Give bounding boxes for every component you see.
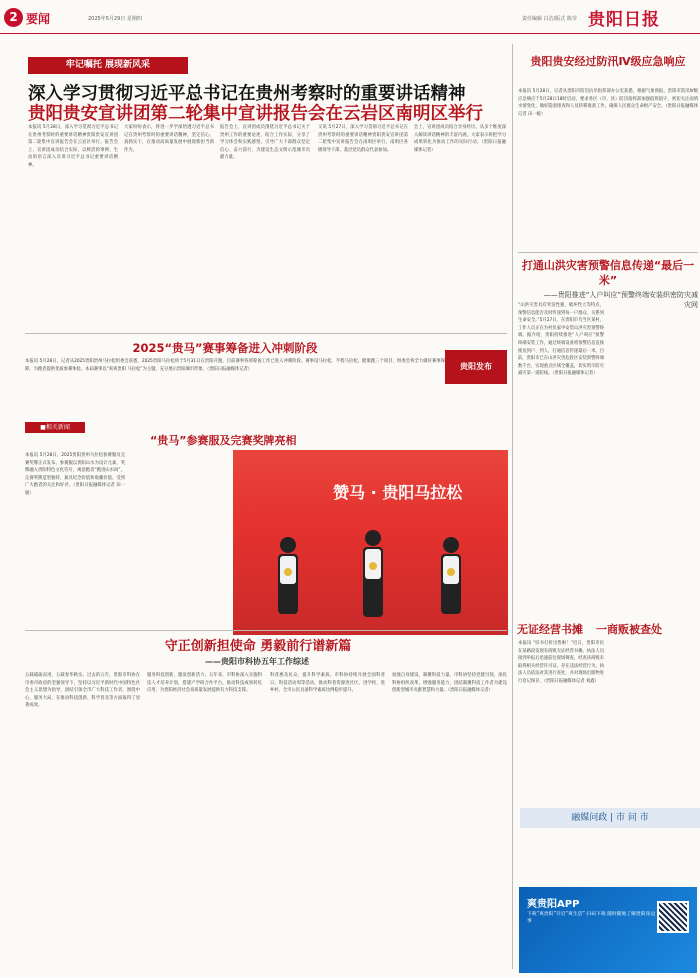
newspaper-logo: 贵阳日报 bbox=[588, 10, 660, 30]
sci-body-col-4: 加强自身建设，凝聚科技力量。市科协坚持党建引领，深化科协组织改革，增强服务能力，团结凝聚科技工作者为建设创新型城市贡献智慧和力量。（贵阳日报融媒体记者） bbox=[392, 673, 507, 694]
app-title: 爽贵阳APP bbox=[527, 899, 580, 910]
models-silhouettes bbox=[233, 450, 508, 635]
flood-headline[interactable]: 贵阳贵安经过防汛Ⅳ级应急响应 bbox=[530, 55, 686, 68]
finisher-body-col-2 bbox=[130, 452, 228, 628]
sci-body-col-3: 科普惠及民众，提升科学素质。市科协持续开展全国科普日、科技活动周等活动，推动科普资源进社区、进学校、进乡村，全市公民具备科学素质比例稳步提升。 bbox=[270, 673, 385, 694]
marathon-headline[interactable]: 2025“贵马”赛事筹备进入冲刺阶段 bbox=[132, 341, 318, 355]
warning-headline[interactable]: 打通山洪灾害预警信息传递“最后一米” bbox=[521, 259, 695, 287]
warning-subtitle: ——贵阳推进“人户叫应”预警终端安装织密防灾减灾网 bbox=[543, 291, 698, 309]
section-title: 要闻 bbox=[26, 12, 51, 26]
photo-banner-text: 赞马 · 贵阳马拉松 bbox=[333, 483, 463, 502]
lead-subheadline[interactable]: 贵阳贵安宣讲团第二轮集中宣讲报告会在云岩区南明区举行 bbox=[28, 104, 483, 124]
lead-column-3: 报告会上，宣讲团成员围绕习近平总书记关于贵州工作的重要论述，结合工作实际，分享了学习体会和实践感悟，引导广大干部群众坚定信心、奋力前行，为建设生态文明示范城市贡献力量。 bbox=[220, 125, 310, 161]
column-banner: 牢记嘱托 展现新风采 bbox=[28, 57, 188, 74]
related-news-badge: ■相关新闻 bbox=[25, 422, 85, 433]
bookstall-headline[interactable]: 无证经营书摊 bbox=[517, 623, 583, 636]
qr-code-icon[interactable] bbox=[657, 901, 689, 933]
bookstall-headline-2[interactable]: 一商贩被查处 bbox=[596, 623, 662, 636]
page-header bbox=[0, 0, 700, 34]
publish-mark: 贵阳发布 bbox=[445, 350, 507, 384]
warning-body-col-1: “山洪灾害具有突发性强、破坏性大等特点，预警信息能否及时传递到每一户群众，关系到生命安全。”5月27日，在贵阳市乌当区某村，工作人员正在为村民家中安装山洪灾害预警终端。据介绍，贵阳持续推进“人户叫应”预警终端安装工作，通过终端设备将预警信息直接推送到户、到人，打通信息传递最后一米。目前，贵阳市已在山洪灾害危险区安装预警终端数千台，实现重点区域全覆盖，切实筑牢防灾减灾第一道防线。（贵阳日报融媒体记者） bbox=[518, 303, 604, 377]
sci-body-col-2: 服务科技创新，激发创新活力。五年来，市科协深入实施科技人才培养计划，搭建产学研合作平台，推动科技成果转化应用，为贵阳经济社会高质量发展提供有力科技支撑。 bbox=[147, 673, 262, 694]
lead-column-1: 本报讯 5月28日，深入学习贯彻习近平总书记在贵州考察时的重要讲话精神贵阳贵安宣讲团第二轮集中宣讲报告会在云岩区举行。报告会上，宣讲团成员结合实际，以鲜活的事例、生动的语言深入宣讲习近平总书记重要讲话精神。 bbox=[28, 125, 118, 168]
section-divider bbox=[25, 333, 507, 334]
warning-body-col-2 bbox=[610, 302, 698, 617]
finisher-body-col-1: 本报讯 5月28日，2025贵阳贵州马拉松参赛服及完赛奖牌正式发布。参赛服以贵阳山水为设计元素，奖牌融入贵阳特色文化符号，寓意跑者“跑进山水间”。完赛奖牌造型独特，兼具纪念价值和收藏价值，受到广大跑者的关注和好评。（贵阳日报融媒体记者 田一媛） bbox=[25, 453, 125, 496]
sci-headline[interactable]: 守正创新担使命 勇毅前行谱新篇 bbox=[164, 639, 352, 654]
bookstall-body-col-1: 本报讯 “旧书打折出售啦！”近日，贵阳市民在某路段发现有商贩无证经营书摊。执法人员接到举报后迅速前往现场调查，经查该商贩未取得相关经营许可证，存在违法经营行为。执法人员依法对其进行查处，并对现场出版物进行登记保存。（贵阳日报融媒体记者 刘鑫） bbox=[518, 641, 604, 684]
lead-column-2: 大家纷纷表示，将进一步学深悟透习近平总书记在贵州考察时的重要讲话精神，坚定信心、真抓实干，在推动高质量发展中展现新担当新作为。 bbox=[124, 125, 214, 153]
editors-line: 责任编辑 白洁/版式 陈莹 bbox=[522, 16, 577, 22]
slogan-bar: 融媒问政 | 市 问 市 bbox=[520, 808, 700, 828]
section-divider bbox=[518, 252, 698, 253]
finisher-headline[interactable]: “贵马”参赛服及完赛奖牌亮相 bbox=[150, 434, 297, 447]
lead-column-4: 又讯 5月27日，深入学习贯彻习近平总书记在贵州考察时的重要讲话精神贵阳贵安宣讲团第二轮集中宣讲报告会在南明区举行，南明区各级领导干部、基层党员群众代表参加。 bbox=[318, 125, 408, 153]
flood-body: 本报讯 5月28日，记者从贵阳市防汛抗旱指挥部办公室获悉，根据气象预报，贵阳市防汛Ⅳ级应急响应于5月28日18时启动。要求各区（市、县）防汛指挥部加强值班值守，密切关注雨情水情变化，做好隐患排查和人员转移准备工作，确保人民群众生命财产安全。（贵阳日报融媒体记者 田一媛） bbox=[518, 89, 698, 117]
bookstall-body-col-2 bbox=[610, 640, 698, 802]
lead-headline[interactable]: 深入学习贯彻习近平总书记在贵州考察时的重要讲话精神 bbox=[28, 84, 466, 104]
column-divider bbox=[512, 44, 513, 969]
section-divider bbox=[25, 630, 507, 631]
marathon-body: 本报讯 5月28日，记者从2025贵阳贵州马拉松组委会获悉，2025贵阳马拉松将于5月31日在贵阳开跑，目前赛事各项筹备工作已进入冲刺阶段。赛事设马拉松、半程马拉松、健康跑三个项目，组委会将全力做好赛事保障，为跑者提供优质参赛体验。本届赛事以“爽爽贵阳 马拉松”为主题，充分展示贵阳城市形象。（贵阳日报融媒体记者） bbox=[25, 359, 445, 372]
sci-body-col-1: 五载砥砺奋进，五载春华秋实。过去的五年，贵阳市科协在市委市政府的坚强领导下，坚持以习近平新时代中国特色社会主义思想为指导，团结引领全市广大科技工作者，围绕中心、服务大局，在推动科技创新、科学普及等方面取得了显著成效。 bbox=[25, 673, 140, 709]
page-number: 2 bbox=[4, 8, 23, 27]
app-advert[interactable] bbox=[519, 887, 697, 973]
issue-date: 2025年5月29日 星期四 bbox=[88, 16, 142, 22]
lead-column-5: 会上，宣讲团成员结合亲身经历，从多个维度深入解读讲话精神的丰富内涵，大家表示将把学习成果转化为推动工作的实际行动。（贵阳日报融媒体记者） bbox=[414, 125, 506, 153]
sci-subtitle: ——贵阳市科协五年工作综述 bbox=[205, 657, 309, 666]
finisher-photo bbox=[233, 450, 508, 635]
app-subtitle: 下载“爽贵阳”开启“爽生活” 扫码下载 随时随地了解贵阳身边事 bbox=[527, 912, 656, 924]
